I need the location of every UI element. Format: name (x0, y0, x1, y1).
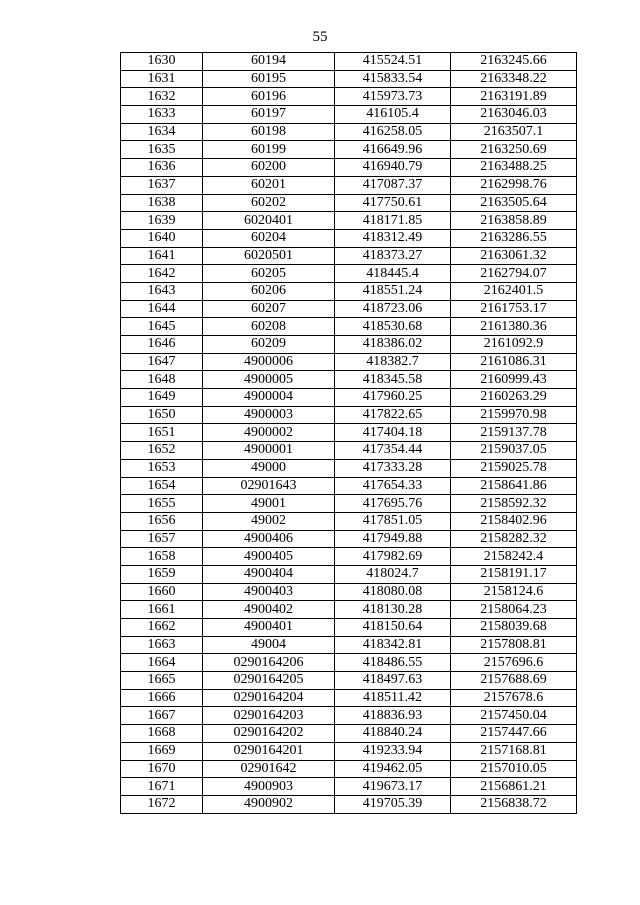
x-coordinate-cell: 417087.37 (335, 176, 451, 194)
point-id-cell: 60207 (203, 300, 335, 318)
row-index-cell: 1632 (121, 88, 203, 106)
row-index-cell: 1660 (121, 583, 203, 601)
table-row (121, 742, 577, 760)
table-row (121, 565, 577, 583)
x-coordinate-cell: 419233.94 (335, 742, 451, 760)
row-index-cell: 1667 (121, 707, 203, 725)
x-coordinate-cell: 415833.54 (335, 70, 451, 88)
y-coordinate-cell: 2157808.81 (451, 636, 577, 654)
row-index-cell: 1643 (121, 282, 203, 300)
table-row (121, 530, 577, 548)
point-id-cell: 0290164202 (203, 725, 335, 743)
row-index-cell: 1672 (121, 795, 203, 813)
table-row (121, 70, 577, 88)
y-coordinate-cell: 2158592.32 (451, 495, 577, 513)
x-coordinate-cell: 418130.28 (335, 601, 451, 619)
x-coordinate-cell: 418080.08 (335, 583, 451, 601)
y-coordinate-cell: 2158124.6 (451, 583, 577, 601)
table-row (121, 795, 577, 813)
point-id-cell: 0290164201 (203, 742, 335, 760)
point-id-cell: 60199 (203, 141, 335, 159)
row-index-cell: 1664 (121, 654, 203, 672)
point-id-cell: 4900004 (203, 389, 335, 407)
table-row (121, 300, 577, 318)
y-coordinate-cell: 2159037.05 (451, 442, 577, 460)
table-row (121, 389, 577, 407)
y-coordinate-cell: 2157447.66 (451, 725, 577, 743)
table-row (121, 495, 577, 513)
y-coordinate-cell: 2159970.98 (451, 406, 577, 424)
x-coordinate-cell: 418382.7 (335, 353, 451, 371)
point-id-cell: 60206 (203, 282, 335, 300)
point-id-cell: 60201 (203, 176, 335, 194)
table-row (121, 229, 577, 247)
table-row (121, 88, 577, 106)
point-id-cell: 4900902 (203, 795, 335, 813)
table-row (121, 318, 577, 336)
x-coordinate-cell: 416105.4 (335, 106, 451, 124)
x-coordinate-cell: 419673.17 (335, 778, 451, 796)
table-row (121, 371, 577, 389)
x-coordinate-cell: 418511.42 (335, 689, 451, 707)
y-coordinate-cell: 2156861.21 (451, 778, 577, 796)
table-row (121, 247, 577, 265)
y-coordinate-cell: 2157010.05 (451, 760, 577, 778)
table-row (121, 106, 577, 124)
point-id-cell: 60195 (203, 70, 335, 88)
x-coordinate-cell: 417851.05 (335, 512, 451, 530)
row-index-cell: 1631 (121, 70, 203, 88)
row-index-cell: 1658 (121, 548, 203, 566)
y-coordinate-cell: 2158242.4 (451, 548, 577, 566)
row-index-cell: 1648 (121, 371, 203, 389)
table-row (121, 282, 577, 300)
point-id-cell: 6020401 (203, 212, 335, 230)
row-index-cell: 1635 (121, 141, 203, 159)
x-coordinate-cell: 417822.65 (335, 406, 451, 424)
y-coordinate-cell: 2161086.31 (451, 353, 577, 371)
x-coordinate-cell: 418312.49 (335, 229, 451, 247)
y-coordinate-cell: 2157696.6 (451, 654, 577, 672)
row-index-cell: 1656 (121, 512, 203, 530)
x-coordinate-cell: 415973.73 (335, 88, 451, 106)
table-row (121, 512, 577, 530)
table-row (121, 123, 577, 141)
y-coordinate-cell: 2163061.32 (451, 247, 577, 265)
y-coordinate-cell: 2163858.89 (451, 212, 577, 230)
x-coordinate-cell: 418840.24 (335, 725, 451, 743)
row-index-cell: 1636 (121, 159, 203, 177)
x-coordinate-cell: 418345.58 (335, 371, 451, 389)
table-row (121, 619, 577, 637)
x-coordinate-cell: 417960.25 (335, 389, 451, 407)
y-coordinate-cell: 2157168.81 (451, 742, 577, 760)
x-coordinate-cell: 417333.28 (335, 459, 451, 477)
row-index-cell: 1670 (121, 760, 203, 778)
point-id-cell: 4900005 (203, 371, 335, 389)
y-coordinate-cell: 2157688.69 (451, 672, 577, 690)
point-id-cell: 0290164204 (203, 689, 335, 707)
y-coordinate-cell: 2163348.22 (451, 70, 577, 88)
point-id-cell: 60205 (203, 265, 335, 283)
row-index-cell: 1663 (121, 636, 203, 654)
y-coordinate-cell: 2163191.89 (451, 88, 577, 106)
coordinates-table (120, 52, 577, 814)
table-row (121, 459, 577, 477)
point-id-cell: 4900404 (203, 565, 335, 583)
point-id-cell: 60197 (203, 106, 335, 124)
x-coordinate-cell: 418024.7 (335, 565, 451, 583)
table-row (121, 654, 577, 672)
y-coordinate-cell: 2160999.43 (451, 371, 577, 389)
y-coordinate-cell: 2158641.86 (451, 477, 577, 495)
x-coordinate-cell: 418486.55 (335, 654, 451, 672)
y-coordinate-cell: 2161380.36 (451, 318, 577, 336)
y-coordinate-cell: 2162794.07 (451, 265, 577, 283)
x-coordinate-cell: 416649.96 (335, 141, 451, 159)
table-row (121, 601, 577, 619)
row-index-cell: 1649 (121, 389, 203, 407)
point-id-cell: 60202 (203, 194, 335, 212)
table-row (121, 778, 577, 796)
x-coordinate-cell: 418530.68 (335, 318, 451, 336)
table-row (121, 159, 577, 177)
y-coordinate-cell: 2163245.66 (451, 53, 577, 71)
y-coordinate-cell: 2163505.64 (451, 194, 577, 212)
table-row (121, 353, 577, 371)
x-coordinate-cell: 418171.85 (335, 212, 451, 230)
point-id-cell: 4900405 (203, 548, 335, 566)
point-id-cell: 4900401 (203, 619, 335, 637)
x-coordinate-cell: 418445.4 (335, 265, 451, 283)
row-index-cell: 1640 (121, 229, 203, 247)
y-coordinate-cell: 2163286.55 (451, 229, 577, 247)
x-coordinate-cell: 416258.05 (335, 123, 451, 141)
row-index-cell: 1639 (121, 212, 203, 230)
x-coordinate-cell: 417695.76 (335, 495, 451, 513)
x-coordinate-cell: 417949.88 (335, 530, 451, 548)
point-id-cell: 4900003 (203, 406, 335, 424)
row-index-cell: 1644 (121, 300, 203, 318)
row-index-cell: 1650 (121, 406, 203, 424)
point-id-cell: 4900403 (203, 583, 335, 601)
x-coordinate-cell: 416940.79 (335, 159, 451, 177)
x-coordinate-cell: 417354.44 (335, 442, 451, 460)
point-id-cell: 60194 (203, 53, 335, 71)
row-index-cell: 1646 (121, 336, 203, 354)
row-index-cell: 1653 (121, 459, 203, 477)
point-id-cell: 49001 (203, 495, 335, 513)
table-row (121, 53, 577, 71)
y-coordinate-cell: 2159025.78 (451, 459, 577, 477)
table-row (121, 548, 577, 566)
row-index-cell: 1666 (121, 689, 203, 707)
x-coordinate-cell: 419462.05 (335, 760, 451, 778)
point-id-cell: 4900402 (203, 601, 335, 619)
y-coordinate-cell: 2157678.6 (451, 689, 577, 707)
x-coordinate-cell: 418373.27 (335, 247, 451, 265)
point-id-cell: 60204 (203, 229, 335, 247)
y-coordinate-cell: 2163507.1 (451, 123, 577, 141)
point-id-cell: 60209 (203, 336, 335, 354)
y-coordinate-cell: 2156838.72 (451, 795, 577, 813)
y-coordinate-cell: 2159137.78 (451, 424, 577, 442)
y-coordinate-cell: 2161092.9 (451, 336, 577, 354)
point-id-cell: 02901643 (203, 477, 335, 495)
point-id-cell: 49000 (203, 459, 335, 477)
x-coordinate-cell: 418497.63 (335, 672, 451, 690)
point-id-cell: 49004 (203, 636, 335, 654)
row-index-cell: 1645 (121, 318, 203, 336)
table-row (121, 141, 577, 159)
y-coordinate-cell: 2161753.17 (451, 300, 577, 318)
point-id-cell: 4900006 (203, 353, 335, 371)
point-id-cell: 60198 (203, 123, 335, 141)
row-index-cell: 1641 (121, 247, 203, 265)
x-coordinate-cell: 417982.69 (335, 548, 451, 566)
x-coordinate-cell: 418551.24 (335, 282, 451, 300)
row-index-cell: 1659 (121, 565, 203, 583)
y-coordinate-cell: 2163488.25 (451, 159, 577, 177)
table-row (121, 760, 577, 778)
row-index-cell: 1652 (121, 442, 203, 460)
row-index-cell: 1655 (121, 495, 203, 513)
row-index-cell: 1654 (121, 477, 203, 495)
y-coordinate-cell: 2158064.23 (451, 601, 577, 619)
point-id-cell: 60196 (203, 88, 335, 106)
table-row (121, 176, 577, 194)
row-index-cell: 1642 (121, 265, 203, 283)
table-row (121, 477, 577, 495)
row-index-cell: 1669 (121, 742, 203, 760)
y-coordinate-cell: 2157450.04 (451, 707, 577, 725)
row-index-cell: 1633 (121, 106, 203, 124)
table-row (121, 406, 577, 424)
table-row (121, 424, 577, 442)
table-row (121, 672, 577, 690)
y-coordinate-cell: 2163250.69 (451, 141, 577, 159)
point-id-cell: 0290164203 (203, 707, 335, 725)
x-coordinate-cell: 418386.02 (335, 336, 451, 354)
table-row (121, 265, 577, 283)
coordinates-table-body (121, 53, 577, 814)
point-id-cell: 0290164206 (203, 654, 335, 672)
row-index-cell: 1661 (121, 601, 203, 619)
y-coordinate-cell: 2158039.68 (451, 619, 577, 637)
y-coordinate-cell: 2158191.17 (451, 565, 577, 583)
point-id-cell: 02901642 (203, 760, 335, 778)
table-row (121, 689, 577, 707)
x-coordinate-cell: 418723.06 (335, 300, 451, 318)
point-id-cell: 60208 (203, 318, 335, 336)
table-row (121, 212, 577, 230)
table-row (121, 583, 577, 601)
x-coordinate-cell: 418836.93 (335, 707, 451, 725)
table-row (121, 725, 577, 743)
x-coordinate-cell: 415524.51 (335, 53, 451, 71)
x-coordinate-cell: 417404.18 (335, 424, 451, 442)
y-coordinate-cell: 2162998.76 (451, 176, 577, 194)
y-coordinate-cell: 2158282.32 (451, 530, 577, 548)
row-index-cell: 1665 (121, 672, 203, 690)
row-index-cell: 1634 (121, 123, 203, 141)
x-coordinate-cell: 418342.81 (335, 636, 451, 654)
point-id-cell: 60200 (203, 159, 335, 177)
table-row (121, 707, 577, 725)
table-row (121, 442, 577, 460)
table-row (121, 336, 577, 354)
row-index-cell: 1637 (121, 176, 203, 194)
x-coordinate-cell: 417654.33 (335, 477, 451, 495)
row-index-cell: 1657 (121, 530, 203, 548)
row-index-cell: 1630 (121, 53, 203, 71)
row-index-cell: 1662 (121, 619, 203, 637)
row-index-cell: 1668 (121, 725, 203, 743)
row-index-cell: 1647 (121, 353, 203, 371)
y-coordinate-cell: 2158402.96 (451, 512, 577, 530)
point-id-cell: 4900903 (203, 778, 335, 796)
x-coordinate-cell: 419705.39 (335, 795, 451, 813)
table-row (121, 194, 577, 212)
page-number: 55 (312, 29, 328, 45)
point-id-cell: 6020501 (203, 247, 335, 265)
point-id-cell: 49002 (203, 512, 335, 530)
x-coordinate-cell: 418150.64 (335, 619, 451, 637)
point-id-cell: 4900001 (203, 442, 335, 460)
y-coordinate-cell: 2162401.5 (451, 282, 577, 300)
row-index-cell: 1671 (121, 778, 203, 796)
table-row (121, 636, 577, 654)
row-index-cell: 1638 (121, 194, 203, 212)
x-coordinate-cell: 417750.61 (335, 194, 451, 212)
point-id-cell: 4900002 (203, 424, 335, 442)
point-id-cell: 4900406 (203, 530, 335, 548)
y-coordinate-cell: 2163046.03 (451, 106, 577, 124)
point-id-cell: 0290164205 (203, 672, 335, 690)
row-index-cell: 1651 (121, 424, 203, 442)
y-coordinate-cell: 2160263.29 (451, 389, 577, 407)
